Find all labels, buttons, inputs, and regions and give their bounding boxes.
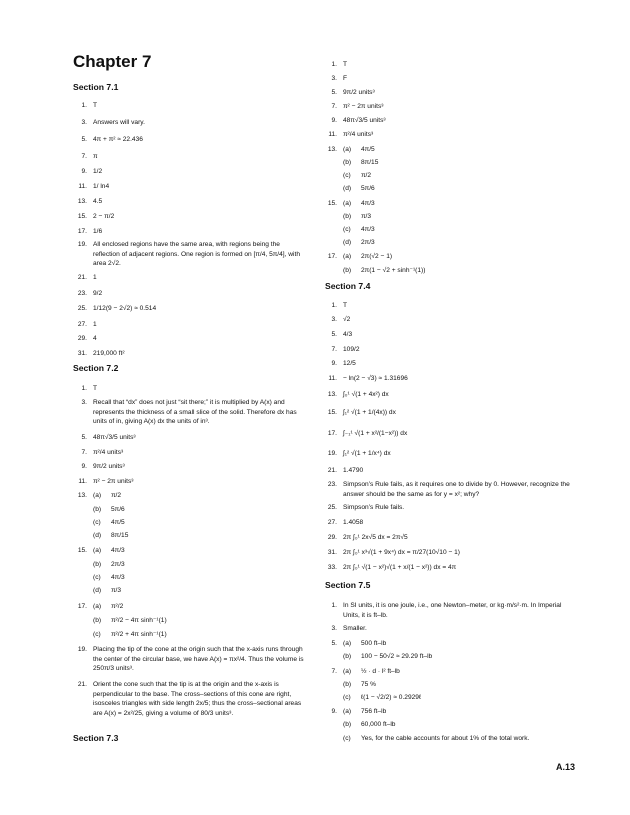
answer-item: 9. 9π/2 units³ [81, 463, 125, 470]
answer-item: 1. T [331, 302, 348, 309]
answer-item: 7. π [81, 153, 98, 160]
answer-item: 19. ∫₁² √(1 + 1/x⁴) dx [327, 450, 391, 457]
sub-answer: (c) π²/2 + 4π sinh⁻¹(1) [93, 631, 167, 638]
answer-item: 1. T [331, 61, 348, 68]
answer-item: 23. Simpson’s Rule fails, as it requires one to divide by 0. However, recognize the answer should be the same as for y = x²; why? [327, 481, 570, 498]
answer-item: 13. (a) π/2 [77, 492, 122, 499]
sub-answer: (c) π/2 [343, 172, 372, 179]
answer-item: 15. 2 − π/2 [77, 213, 115, 220]
answer-item: 11. − ln(2 − √3) ≈ 1.31696 [328, 375, 408, 382]
answer-item: 19. All enclosed regions have the same area, with regions being the reflection of adjacent regions. One region is formed on [π/4, 5π/4], with area 2√2. [77, 241, 301, 268]
answer-item: 31. 2π ∫₀¹ x³√(1 + 9x⁴) dx = π/27(10√10 − 1) [327, 549, 460, 556]
sub-answer: (c) 4π/5 [93, 519, 125, 526]
answer-item: 5. (a) 500 ft–lb [331, 640, 387, 647]
answer-item: 33. 2π ∫₀¹ √(1 − x²)√(1 + x/(1 − x²)) dx = 4π [327, 564, 457, 571]
answer-item: 13. ∫₀¹ √(1 + 4x²) dx [327, 391, 389, 398]
sub-answer: (d) 5π/6 [343, 185, 375, 192]
sub-answer: (c) Yes, for the cable accounts for about 1% of the total work. [343, 735, 530, 742]
answer-item: 3. Smaller. [331, 625, 367, 632]
answer-item: 1. In SI units, it is one joule, i.e., one Newton–meter, or kg·m/s²·m. In Imperial Units, it is ft–lb. [331, 602, 562, 619]
answer-item: 9. 1/2 [81, 168, 103, 175]
answer-item: 7. 109/2 [331, 346, 360, 353]
section-heading: Section 7.1 [73, 82, 119, 92]
answer-item: 27. 1 [77, 321, 97, 328]
sub-answer: (b) 8π/15 [343, 159, 379, 166]
answer-item: 5. 4π + π² ≈ 22.436 [81, 136, 143, 143]
answer-item: 13. 4.5 [77, 198, 103, 205]
answer-item: 23. 9/2 [77, 290, 103, 297]
sub-answer: (c) ℓ(1 − √2/2) ≈ 0.2929ℓ [343, 694, 422, 701]
section-heading: Section 7.3 [73, 733, 119, 743]
sub-answer: (c) 4π/3 [93, 574, 125, 581]
sub-answer: (d) 2π/3 [343, 239, 375, 246]
answer-item: 29. 4 [77, 335, 97, 342]
answer-item: 1. T [81, 102, 98, 109]
answer-item: 9. (a) 756 ft–lb [331, 708, 387, 715]
answer-item: 25. Simpson’s Rule fails. [327, 504, 405, 511]
answer-item: 7. π² − 2π units³ [331, 103, 384, 110]
answer-item: 15. (a) 4π/3 [327, 200, 375, 207]
answer-item: 17. ∫₋₁¹ √(1 + x²/(1−x²)) dx [327, 430, 408, 437]
answer-item: 3. √2 [331, 316, 351, 323]
sub-answer: (c) 4π/3 [343, 226, 375, 233]
answer-item: 13. (a) 4π/5 [327, 146, 375, 153]
answer-item: 17. (a) 2π(√2 − 1) [327, 253, 393, 260]
answer-item: 3. Answers will vary. [81, 119, 145, 126]
answer-item: 21. Orient the cone such that the tip is at the origin and the x-axis is perpendicular to the base. The cross–sections of this cone are right, isosceles triangles with side length 2x/5; thus the cross–sectional areas are A(x) = 2x²/25, giving a volume of 80/3 units³. [77, 681, 302, 717]
answer-item: 5. 9π/2 units³ [331, 89, 375, 96]
section-heading: Section 7.4 [325, 281, 371, 291]
answer-item: 17. 1/6 [77, 228, 103, 235]
sub-answer: (b) 2π(1 − √2 + sinh⁻¹(1)) [343, 267, 426, 274]
answer-item: 21. 1.4790 [327, 467, 364, 474]
answer-item: 21. 1 [77, 274, 97, 281]
answer-item: 9. 12/5 [331, 360, 356, 367]
sub-answer: (b) 75 % [343, 681, 377, 688]
sub-answer: (d) 8π/15 [93, 532, 129, 539]
answer-item: 5. 4/3 [331, 331, 353, 338]
sub-answer: (b) 5π/6 [93, 506, 125, 513]
answer-item: 15. ∫₁² √(1 + 1/(4x)) dx [327, 409, 396, 416]
answer-item: 27. 1.4058 [327, 519, 364, 526]
section-heading: Section 7.5 [325, 580, 371, 590]
sub-answer: (b) 100 − 50√2 ≈ 29.29 ft–lb [343, 653, 433, 660]
answer-item: 15. (a) 4π/3 [77, 547, 125, 554]
answer-item: 9. 48π√3/5 units³ [331, 117, 386, 124]
page-number: A.13 [556, 762, 576, 772]
answer-item: 5. 48π√3/5 units³ [81, 434, 136, 441]
sub-answer: (b) π²/2 − 4π sinh⁻¹(1) [93, 617, 167, 624]
chapter-title: Chapter 7 [73, 52, 152, 71]
answer-item: 3. F [331, 75, 348, 82]
section-heading: Section 7.2 [73, 363, 119, 373]
answer-item: 1. T [81, 385, 98, 392]
sub-answer: (b) 60,000 ft–lb [343, 721, 396, 728]
sub-answer: (d) π/3 [93, 587, 122, 594]
answer-item: 19. Placing the tip of the cone at the origin such that the x-axis runs through the center of the circular base, we have A(x) = πx²/4. Thus the volume is 250π/3 units³. [77, 646, 304, 673]
answer-item: 29. 2π ∫₀¹ 2x√5 dx = 2π√5 [327, 534, 408, 541]
answer-item: 25. 1/12(9 − 2√2) ≈ 0.514 [77, 305, 157, 312]
sub-answer: (b) π/3 [343, 213, 372, 220]
answer-item: 3. Recall that “dx” does not just “sit there;” it is multiplied by A(x) and represents the thickness of a small slice of the solid. Therefore dx has units of in, giving A(x) dx the units of in³. [81, 399, 297, 426]
answer-item: 31. 219,000 ft² [77, 350, 125, 357]
answer-item: 17. (a) π²/2 [77, 603, 124, 610]
answer-item: 7. (a) ½ · d · l² ft–lb [331, 668, 400, 675]
answer-item: 7. π²/4 units³ [81, 449, 124, 456]
answer-item: 11. 1/ ln4 [78, 183, 110, 190]
answer-item: 11. π²/4 units³ [328, 131, 374, 138]
answer-item: 11. π² − 2π units³ [78, 478, 134, 485]
sub-answer: (b) 2π/3 [93, 561, 125, 568]
